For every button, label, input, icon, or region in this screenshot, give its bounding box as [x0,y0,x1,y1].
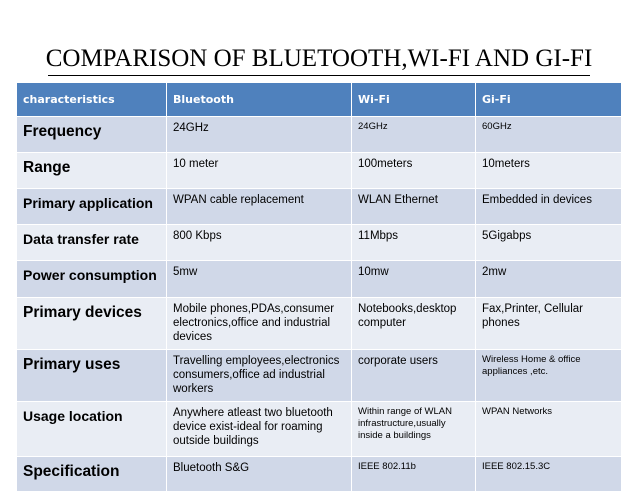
bluetooth-cell: 24GHz [167,117,352,153]
table-header-row [17,83,622,117]
table-row [17,261,622,298]
wifi-cell: 11Mbps [352,225,476,261]
table-row [17,298,622,350]
bluetooth-cell: WPAN cable replacement [167,189,352,225]
row-label: Primary uses [17,350,167,402]
row-label: Data transfer rate [17,225,167,261]
wifi-cell: 24GHz [352,117,476,153]
bluetooth-cell: Anywhere atleast two bluetooth device exist-ideal for roaming outside buildings [167,402,352,457]
bluetooth-cell: Mobile phones,PDAs,consumer electronics,office and industrial devices [167,298,352,350]
gifi-cell: IEEE 802.15.3C [476,457,622,492]
bluetooth-cell: 10 meter [167,153,352,189]
header-gifi: Gi-Fi [476,83,622,117]
wifi-cell: Notebooks,desktop computer [352,298,476,350]
row-label: Power consumption [17,261,167,298]
header-characteristics: characteristics [17,83,167,117]
row-label: Usage location [17,402,167,457]
gifi-cell: Fax,Printer, Cellular phones [476,298,622,350]
bluetooth-cell: 800 Kbps [167,225,352,261]
row-label: Primary devices [17,298,167,350]
bluetooth-cell: 5mw [167,261,352,298]
row-label: Primary application [17,189,167,225]
table-row [17,457,622,492]
bluetooth-cell: Travelling employees,electronics consumers,office ad industrial workers [167,350,352,402]
table-row [17,153,622,189]
gifi-cell: Wireless Home & office appliances ,etc. [476,350,622,402]
table-row [17,402,622,457]
table-row [17,189,622,225]
wifi-cell: 10mw [352,261,476,298]
table-row [17,350,622,402]
gifi-cell: 5Gigabps [476,225,622,261]
wifi-cell: 100meters [352,153,476,189]
gifi-cell: 2mw [476,261,622,298]
title-underline [48,75,590,76]
header-wifi: Wi-Fi [352,83,476,117]
gifi-cell: WPAN Networks [476,402,622,457]
slide-title: COMPARISON OF BLUETOOTH,WI-FI AND GI-FI [45,45,593,72]
wifi-cell: Within range of WLAN infrastructure,usually inside a buildings [352,402,476,457]
row-label: Frequency [17,117,167,153]
table-row [17,225,622,261]
comparison-table [16,82,622,492]
bluetooth-cell: Bluetooth S&G [167,457,352,492]
row-label: Range [17,153,167,189]
wifi-cell: IEEE 802.11b [352,457,476,492]
gifi-cell: Embedded in devices [476,189,622,225]
header-bluetooth: Bluetooth [167,83,352,117]
row-label: Specification [17,457,167,492]
wifi-cell: corporate users [352,350,476,402]
gifi-cell: 60GHz [476,117,622,153]
gifi-cell: 10meters [476,153,622,189]
table-row [17,117,622,153]
wifi-cell: WLAN Ethernet [352,189,476,225]
